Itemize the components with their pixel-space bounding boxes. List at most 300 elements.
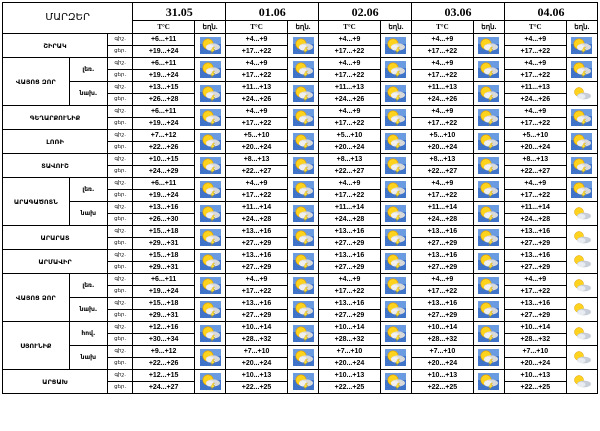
thunderstorm-icon — [385, 349, 406, 366]
temperature-range: +26...+28 — [133, 94, 195, 106]
region-name: ՇԻՐԱԿ — [3, 34, 108, 58]
weather-icon-cell — [380, 298, 411, 322]
temperature-range: +22...+25 — [505, 382, 567, 394]
temperature-range: +22...+26 — [133, 142, 195, 154]
partly-cloudy-icon — [571, 349, 592, 366]
temperature-range: +10...+14 — [412, 322, 474, 334]
partly-cloudy-icon — [571, 253, 592, 270]
temperature-range: +13...+16 — [505, 298, 567, 310]
table-row-night — [3, 322, 598, 334]
temperature-range: +29...+31 — [133, 310, 195, 322]
night-label: գիշ. — [108, 178, 133, 190]
thunderstorm-icon — [200, 373, 221, 390]
temperature-range: +4...+9 — [226, 34, 288, 46]
temperature-range: +10...+15 — [133, 154, 195, 166]
temperature-range: +11...+14 — [505, 202, 567, 214]
night-label: գիշ. — [108, 130, 133, 142]
thunderstorm-icon — [571, 157, 592, 174]
temperature-range: +27...+29 — [226, 262, 288, 274]
temperature-range: +4...+9 — [412, 34, 474, 46]
weather-icon-cell — [194, 346, 225, 370]
region-subzone: նախ — [69, 202, 107, 226]
temperature-range: +20...+24 — [505, 142, 567, 154]
region-subzone: հով. — [69, 322, 107, 346]
temperature-range: +4...+9 — [505, 274, 567, 286]
weather-icon-cell — [473, 106, 504, 130]
temperature-range: +11...+13 — [412, 82, 474, 94]
temperature-range: +22...+27 — [505, 166, 567, 178]
weather-icon-cell — [194, 298, 225, 322]
temperature-range: +27...+29 — [505, 238, 567, 250]
temperature-range: +27...+29 — [412, 238, 474, 250]
weather-icon-cell — [287, 370, 318, 394]
weather-icon-cell — [380, 226, 411, 250]
thunderstorm-icon — [200, 61, 221, 78]
temperature-range: +17...+22 — [505, 70, 567, 82]
weather-icon-cell — [473, 250, 504, 274]
partly-cloudy-icon — [571, 325, 592, 342]
thunderstorm-icon — [478, 253, 499, 270]
temperature-range: +11...+13 — [226, 82, 288, 94]
day-label: ցեր. — [108, 70, 133, 82]
weather-icon-cell — [473, 274, 504, 298]
thunderstorm-icon — [385, 229, 406, 246]
temperature-range: +24...+26 — [412, 94, 474, 106]
region-subzone: լեռ. — [69, 58, 107, 82]
weather-icon-cell — [473, 34, 504, 58]
night-label: գիշ. — [108, 346, 133, 358]
table-row-night — [3, 250, 598, 262]
temperature-range: +9...+12 — [133, 346, 195, 358]
thunderstorm-icon — [200, 205, 221, 222]
region-name: ԱՐՄԱՎԻՐ — [3, 250, 108, 274]
day-label: ցեր. — [108, 382, 133, 394]
thunderstorm-icon — [478, 205, 499, 222]
temperature-range: +13...+16 — [505, 226, 567, 238]
thunderstorm-icon — [385, 205, 406, 222]
thunderstorm-icon — [478, 109, 499, 126]
temperature-range: +27...+29 — [226, 310, 288, 322]
region-subzone: նախ. — [69, 82, 107, 106]
thunderstorm-icon — [478, 157, 499, 174]
partly-cloudy-icon — [571, 229, 592, 246]
weather-icon-cell — [287, 178, 318, 202]
region-name: ՏԱՎՈՒՇ — [3, 154, 108, 178]
thunderstorm-icon — [293, 181, 314, 198]
thunderstorm-icon — [478, 85, 499, 102]
thunderstorm-icon — [293, 109, 314, 126]
temp-column-header: T°C — [133, 21, 195, 34]
temperature-range: +22...+25 — [319, 382, 381, 394]
temperature-range: +4...+9 — [226, 274, 288, 286]
weather-icon-cell — [473, 154, 504, 178]
date-header: 03.06 — [412, 3, 505, 21]
thunderstorm-icon — [571, 181, 592, 198]
weather-icon-cell — [473, 178, 504, 202]
weather-icon-cell — [473, 82, 504, 106]
temperature-range: +17...+22 — [412, 118, 474, 130]
day-label: ցեր. — [108, 334, 133, 346]
weather-icon-cell — [287, 82, 318, 106]
temperature-range: +13...+16 — [505, 250, 567, 262]
temperature-range: +5...+10 — [319, 130, 381, 142]
thunderstorm-icon — [293, 349, 314, 366]
night-label: գիշ. — [108, 322, 133, 334]
temperature-range: +13...+15 — [133, 82, 195, 94]
temperature-range: +29...+31 — [133, 262, 195, 274]
weather-icon-cell — [566, 370, 597, 394]
table-row-night — [3, 370, 598, 382]
weather-icon-cell — [473, 130, 504, 154]
temperature-range: +19...+24 — [133, 190, 195, 202]
temperature-range: +5...+10 — [505, 130, 567, 142]
partly-cloudy-icon — [571, 85, 592, 102]
weather-icon-cell — [194, 370, 225, 394]
weather-icon-cell — [566, 106, 597, 130]
weather-icon-cell — [566, 130, 597, 154]
thunderstorm-icon — [200, 277, 221, 294]
temperature-range: +5...+10 — [412, 130, 474, 142]
thunderstorm-icon — [293, 277, 314, 294]
temperature-range: +29...+31 — [133, 238, 195, 250]
weather-column-header: եղն. — [566, 21, 597, 34]
weather-icon-cell — [194, 274, 225, 298]
temperature-range: +4...+9 — [319, 178, 381, 190]
weather-icon-cell — [380, 34, 411, 58]
temperature-range: +12...+16 — [133, 322, 195, 334]
weather-icon-cell — [566, 226, 597, 250]
temperature-range: +22...+25 — [412, 382, 474, 394]
temperature-range: +17...+22 — [505, 46, 567, 58]
thunderstorm-icon — [293, 133, 314, 150]
weather-icon-cell — [380, 370, 411, 394]
thunderstorm-icon — [478, 61, 499, 78]
temperature-range: +10...+14 — [226, 322, 288, 334]
temperature-range: +8...+13 — [319, 154, 381, 166]
table-row-night — [3, 226, 598, 238]
temperature-range: +11...+14 — [319, 202, 381, 214]
weather-icon-cell — [287, 154, 318, 178]
weather-icon-cell — [380, 202, 411, 226]
temperature-range: +13...+16 — [226, 250, 288, 262]
temperature-range: +4...+9 — [412, 58, 474, 70]
table-row-night — [3, 154, 598, 166]
date-header: 04.06 — [505, 3, 598, 21]
date-header: 31.05 — [133, 3, 226, 21]
temperature-range: +17...+22 — [226, 46, 288, 58]
thunderstorm-icon — [385, 85, 406, 102]
temperature-range: +17...+22 — [412, 190, 474, 202]
weather-icon-cell — [194, 322, 225, 346]
day-label: ցեր. — [108, 358, 133, 370]
weather-icon-cell — [473, 226, 504, 250]
thunderstorm-icon — [293, 373, 314, 390]
temperature-range: +24...+26 — [505, 94, 567, 106]
table-row-night — [3, 298, 598, 310]
thunderstorm-icon — [385, 301, 406, 318]
temperature-range: +17...+22 — [319, 46, 381, 58]
temperature-range: +27...+29 — [412, 262, 474, 274]
weather-icon-cell — [380, 106, 411, 130]
date-header-row — [3, 3, 598, 21]
temperature-range: +20...+24 — [412, 142, 474, 154]
table-row-night — [3, 82, 598, 94]
temperature-range: +17...+22 — [319, 118, 381, 130]
temperature-range: +10...+13 — [226, 370, 288, 382]
weather-icon-cell — [287, 298, 318, 322]
temperature-range: +4...+9 — [412, 274, 474, 286]
temperature-range: +13...+16 — [412, 298, 474, 310]
thunderstorm-icon — [293, 253, 314, 270]
thunderstorm-icon — [293, 61, 314, 78]
weather-column-header: եղն. — [473, 21, 504, 34]
date-header: 02.06 — [319, 3, 412, 21]
temperature-range: +4...+9 — [226, 178, 288, 190]
thunderstorm-icon — [385, 373, 406, 390]
weather-icon-cell — [473, 58, 504, 82]
temperature-range: +13...+16 — [412, 250, 474, 262]
temperature-range: +17...+22 — [505, 286, 567, 298]
day-label: ցեր. — [108, 310, 133, 322]
temperature-range: +22...+27 — [226, 166, 288, 178]
weather-icon-cell — [566, 346, 597, 370]
weather-icon-cell — [380, 322, 411, 346]
table-row-night — [3, 106, 598, 118]
region-name: ՎԱՅՈՑ ԶՈՐ — [3, 58, 70, 106]
temperature-range: +10...+14 — [505, 322, 567, 334]
day-label: ցեր. — [108, 142, 133, 154]
temperature-range: +27...+29 — [319, 262, 381, 274]
temperature-range: +15...+18 — [133, 298, 195, 310]
weather-forecast-table — [2, 2, 598, 394]
thunderstorm-icon — [478, 133, 499, 150]
weather-icon-cell — [566, 82, 597, 106]
night-label: գիշ. — [108, 202, 133, 214]
temperature-range: +24...+28 — [412, 214, 474, 226]
night-label: գիշ. — [108, 154, 133, 166]
weather-icon-cell — [380, 82, 411, 106]
day-label: ցեր. — [108, 94, 133, 106]
temperature-range: +10...+13 — [505, 370, 567, 382]
date-header: 01.06 — [226, 3, 319, 21]
day-label: ցեր. — [108, 238, 133, 250]
thunderstorm-icon — [385, 37, 406, 54]
temperature-range: +22...+25 — [226, 382, 288, 394]
temperature-range: +7...+10 — [226, 346, 288, 358]
temperature-range: +27...+29 — [505, 262, 567, 274]
thunderstorm-icon — [478, 349, 499, 366]
night-label: գիշ. — [108, 370, 133, 382]
thunderstorm-icon — [293, 37, 314, 54]
temperature-range: +20...+24 — [226, 142, 288, 154]
thunderstorm-icon — [200, 157, 221, 174]
temperature-range: +24...+26 — [319, 94, 381, 106]
temperature-range: +22...+27 — [319, 166, 381, 178]
region-subzone: լեռ. — [69, 274, 107, 298]
thunderstorm-icon — [293, 229, 314, 246]
temperature-range: +30...+34 — [133, 334, 195, 346]
temperature-range: +20...+24 — [412, 358, 474, 370]
table-row-night — [3, 346, 598, 358]
thunderstorm-icon — [200, 253, 221, 270]
temperature-range: +27...+29 — [319, 238, 381, 250]
temperature-range: +24...+26 — [226, 94, 288, 106]
weather-column-header: եղն. — [194, 21, 225, 34]
temperature-range: +19...+24 — [133, 286, 195, 298]
day-label: ցեր. — [108, 262, 133, 274]
weather-icon-cell — [194, 130, 225, 154]
temperature-range: +19...+24 — [133, 70, 195, 82]
temperature-range: +4...+9 — [319, 58, 381, 70]
temperature-range: +27...+29 — [319, 310, 381, 322]
temperature-range: +8...+13 — [226, 154, 288, 166]
night-label: գիշ. — [108, 58, 133, 70]
night-label: գիշ. — [108, 274, 133, 286]
thunderstorm-icon — [571, 109, 592, 126]
day-label: ցեր. — [108, 286, 133, 298]
temperature-range: +4...+9 — [505, 106, 567, 118]
weather-icon-cell — [287, 226, 318, 250]
region-name: ԱՐՑԱԽ — [3, 370, 108, 394]
temperature-range: +17...+22 — [226, 190, 288, 202]
temperature-range: +28...+32 — [412, 334, 474, 346]
temperature-range: +17...+22 — [412, 46, 474, 58]
night-label: գիշ. — [108, 250, 133, 262]
temperature-range: +12...+15 — [133, 370, 195, 382]
weather-icon-cell — [566, 322, 597, 346]
table-row-night — [3, 34, 598, 46]
thunderstorm-icon — [293, 205, 314, 222]
table-row-night — [3, 202, 598, 214]
weather-icon-cell — [287, 322, 318, 346]
weather-icon-cell — [194, 154, 225, 178]
thunderstorm-icon — [385, 181, 406, 198]
temperature-range: +20...+24 — [505, 358, 567, 370]
temperature-range: +11...+13 — [505, 82, 567, 94]
weather-icon-cell — [473, 370, 504, 394]
table-row-night — [3, 58, 598, 70]
temperature-range: +10...+13 — [319, 370, 381, 382]
weather-icon-cell — [287, 58, 318, 82]
temperature-range: +26...+30 — [133, 214, 195, 226]
temperature-range: +13...+16 — [319, 298, 381, 310]
day-label: ցեր. — [108, 190, 133, 202]
temperature-range: +22...+27 — [412, 166, 474, 178]
night-label: գիշ. — [108, 226, 133, 238]
thunderstorm-icon — [293, 325, 314, 342]
thunderstorm-icon — [385, 133, 406, 150]
region-name: ԼՈՌԻ — [3, 130, 108, 154]
temperature-range: +27...+29 — [226, 238, 288, 250]
region-subzone: լեռ. — [69, 178, 107, 202]
temperature-range: +17...+22 — [226, 286, 288, 298]
weather-column-header: եղն. — [287, 21, 318, 34]
table-row-night — [3, 274, 598, 286]
temperature-range: +17...+22 — [226, 118, 288, 130]
thunderstorm-icon — [571, 37, 592, 54]
temperature-range: +24...+28 — [505, 214, 567, 226]
temperature-range: +24...+29 — [133, 166, 195, 178]
temperature-range: +7...+10 — [319, 346, 381, 358]
weather-icon-cell — [287, 250, 318, 274]
region-name: ԳԵՂԱՐՔՈՒՆԻՔ — [3, 106, 108, 130]
weather-icon-cell — [287, 106, 318, 130]
thunderstorm-icon — [200, 109, 221, 126]
temperature-range: +17...+22 — [226, 70, 288, 82]
night-label: գիշ. — [108, 298, 133, 310]
temperature-range: +19...+24 — [133, 46, 195, 58]
weather-icon-cell — [287, 274, 318, 298]
weather-icon-cell — [566, 58, 597, 82]
temperature-range: +4...+9 — [505, 58, 567, 70]
temperature-range: +4...+9 — [226, 106, 288, 118]
temperature-range: +7...+12 — [133, 130, 195, 142]
temperature-range: +6...+11 — [133, 34, 195, 46]
temperature-range: +11...+14 — [412, 202, 474, 214]
temperature-range: +13...+16 — [226, 298, 288, 310]
temperature-range: +17...+22 — [319, 286, 381, 298]
weather-icon-cell — [473, 322, 504, 346]
temperature-range: +13...+16 — [319, 226, 381, 238]
temperature-range: +4...+9 — [505, 178, 567, 190]
table-row-night — [3, 130, 598, 142]
temperature-range: +4...+9 — [226, 58, 288, 70]
temp-column-header: T°C — [412, 21, 474, 34]
weather-icon-cell — [380, 250, 411, 274]
weather-icon-cell — [194, 226, 225, 250]
weather-icon-cell — [287, 202, 318, 226]
temperature-range: +10...+14 — [319, 322, 381, 334]
thunderstorm-icon — [478, 325, 499, 342]
region-subzone: նախ — [69, 346, 107, 370]
day-label: ցեր. — [108, 118, 133, 130]
temperature-range: +4...+9 — [505, 34, 567, 46]
partly-cloudy-icon — [571, 277, 592, 294]
temperature-range: +4...+9 — [412, 178, 474, 190]
region-name: ԱՐԱՐԱՏ — [3, 226, 108, 250]
temperature-range: +11...+14 — [226, 202, 288, 214]
weather-icon-cell — [566, 250, 597, 274]
temperature-range: +11...+13 — [319, 82, 381, 94]
thunderstorm-icon — [200, 85, 221, 102]
thunderstorm-icon — [200, 37, 221, 54]
weather-icon-cell — [566, 274, 597, 298]
temperature-range: +17...+22 — [412, 286, 474, 298]
weather-icon-cell — [473, 298, 504, 322]
thunderstorm-icon — [478, 229, 499, 246]
weather-icon-cell — [380, 274, 411, 298]
thunderstorm-icon — [478, 277, 499, 294]
temperature-range: +4...+9 — [319, 106, 381, 118]
region-name: ՎԱՅՈՑ ՁՈՐ — [3, 274, 70, 322]
thunderstorm-icon — [385, 253, 406, 270]
thunderstorm-icon — [478, 301, 499, 318]
temperature-range: +6...+11 — [133, 178, 195, 190]
weather-icon-cell — [287, 34, 318, 58]
temp-column-header: T°C — [505, 21, 567, 34]
weather-column-header: եղն. — [380, 21, 411, 34]
thunderstorm-icon — [200, 349, 221, 366]
thunderstorm-icon — [478, 37, 499, 54]
temperature-range: +17...+22 — [505, 118, 567, 130]
weather-icon-cell — [194, 178, 225, 202]
region-name: ԱՐԱԳԱԾՈՏՆ — [3, 178, 70, 226]
night-label: գիշ. — [108, 106, 133, 118]
weather-icon-cell — [194, 202, 225, 226]
temperature-range: +7...+10 — [505, 346, 567, 358]
temperature-range: +13...+16 — [319, 250, 381, 262]
thunderstorm-icon — [293, 301, 314, 318]
